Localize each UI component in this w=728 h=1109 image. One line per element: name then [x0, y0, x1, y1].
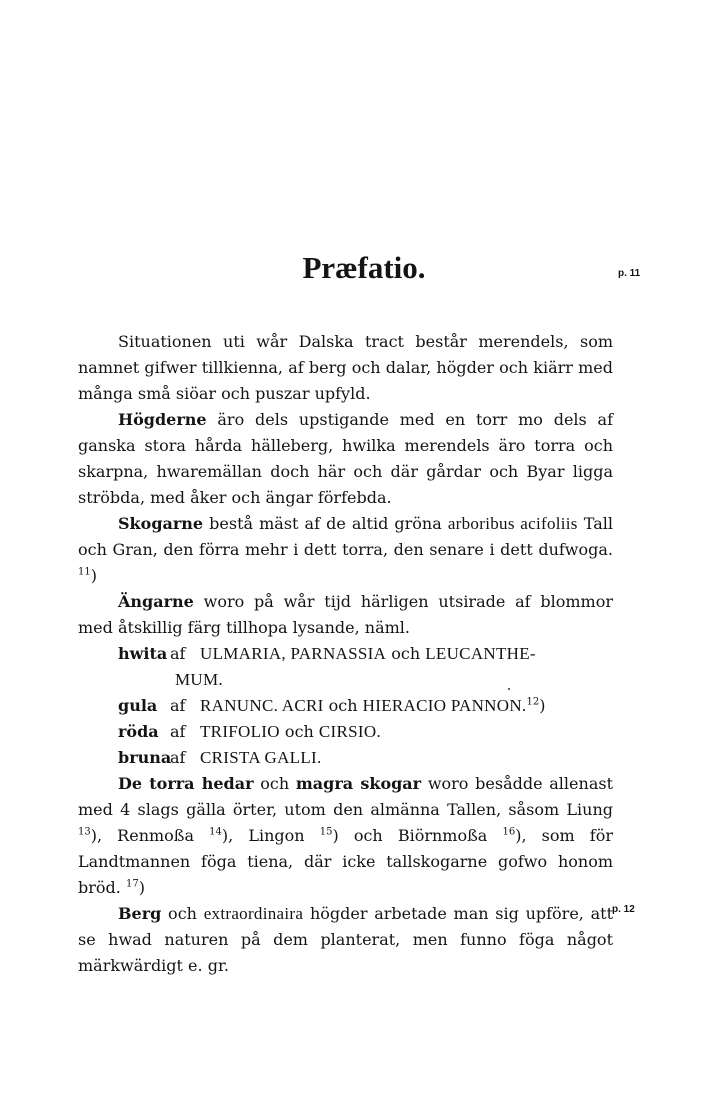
footnote-ref: 15 — [319, 826, 333, 838]
footnote-ref: 14 — [209, 826, 222, 838]
footnote-ref: 12 — [526, 696, 540, 708]
lead-word: Berg — [118, 904, 162, 923]
flower-row-continuation: MUM. — [175, 670, 223, 689]
paragraph-text: bestå mäst af de altid gröna — [203, 514, 448, 533]
paragraph-berg: Berg och extraordinaira högder arbetade man sig upföre, att se hwad naturen på dem planterat, men funno föga något märkwärdigt e. gr. — [78, 904, 613, 975]
paragraph-situation: Situationen uti wår Dalska tract består merendels, som namnet gifwer tillkienna, af berg och dalar, högder och kiärr med många små siöar och puszar upfyld. — [78, 332, 613, 403]
plant-names: HIERACIO PANNON. — [362, 696, 527, 715]
lead-word: magra skogar — [295, 774, 422, 793]
paragraph-angarne — [78, 589, 613, 641]
paragraph-skogarne: Skogarne bestå mäst af de altid gröna arboribus acifoliis Tall och Gran, den förra mehr i dett torra, den senare i dett dufwoga. $^{11}$) — [78, 514, 614, 585]
plant-names: LEUCANTHE- — [425, 644, 536, 663]
lead-word: Ängarne — [118, 592, 194, 611]
latin-term: extraordinaira — [203, 904, 304, 923]
plant-names: RANUNC. ACRI — [200, 696, 324, 715]
plant-names: CIRSIO. — [318, 722, 382, 741]
color-label: bruna — [118, 748, 172, 767]
paragraph-text: högder arbetade man sig upföre, att se hwad naturen på dem planterat, men funno föga något märkwärdigt e. gr. — [78, 904, 613, 975]
plant-names: ULMARIA, PARNASSIA — [200, 644, 387, 663]
lead-word: Högderne — [118, 410, 207, 429]
footnote-ref: 16 — [502, 826, 516, 838]
page-title: Præfatio. — [302, 250, 426, 285]
paragraph-text: Tall och Gran, den förra mehr i dett torra, den senare i dett dufwoga. — [78, 514, 614, 559]
paragraph-hedar: De torra hedar och magra skogar woro besådde allenast med 4 slags gälla örter, utom den almänna Tallen, såsom Liung $^{13}$), Renmoßa $^{14}$), Lingon $^{15}$) och Biörnmoßa $^{16}$), som för Landtmannen föga tiena, där icke tallskogarne gofwo honom bröd. $^{17}$) — [78, 774, 613, 897]
margin-page-ref-1: p. 11 — [618, 268, 641, 279]
color-label: hwita — [118, 644, 168, 663]
margin-page-ref-2: p. 12 — [612, 904, 635, 915]
color-label: gula — [118, 696, 158, 715]
latin-term: arboribus acifoliis — [447, 514, 578, 533]
plant-names: TRIFOLIO — [200, 722, 280, 741]
footnote-ref: 13 — [78, 826, 91, 838]
paragraph-text: woro på wår tijd härligen utsirade af blommor med åtskillig färg tillhopa lysande, näml. — [78, 592, 613, 637]
lead-word: De torra hedar — [118, 774, 254, 793]
paragraph-text: äro dels upstigande med en torr mo dels af ganska stora hårda hälleberg, hwilka merendels äro torra och skarpna, hwaremällan doch här och där gårdar och Byar ligga ströbda, med åker och ängar förfebda. — [78, 410, 613, 507]
flower-row-red: röda af TRIFOLIO och CIRSIO. — [78, 719, 613, 745]
flower-row-brown: brunaaf CRISTA GALLI. — [78, 745, 613, 771]
footnote-ref: 11 — [78, 566, 91, 578]
footnote-ref: 17 — [125, 878, 139, 890]
lead-word: Skogarne — [118, 514, 204, 533]
paragraph-hogderne — [78, 407, 613, 511]
paragraph-text: woro besådde allenast med 4 slags gälla örter, utom den almänna Tallen, såsom Liung — [78, 774, 613, 819]
body-text — [78, 329, 613, 979]
flower-row-white: hwita af ULMARIA, PARNASSIA och LEUCANTHE- — [78, 641, 613, 667]
plant-names: CRISTA GALLI. — [200, 748, 322, 767]
flower-row-yellow: gula af RANUNC. ACRI och HIERACIO PANNON.$^{12}$) — [78, 693, 613, 719]
color-label: röda — [118, 722, 159, 741]
